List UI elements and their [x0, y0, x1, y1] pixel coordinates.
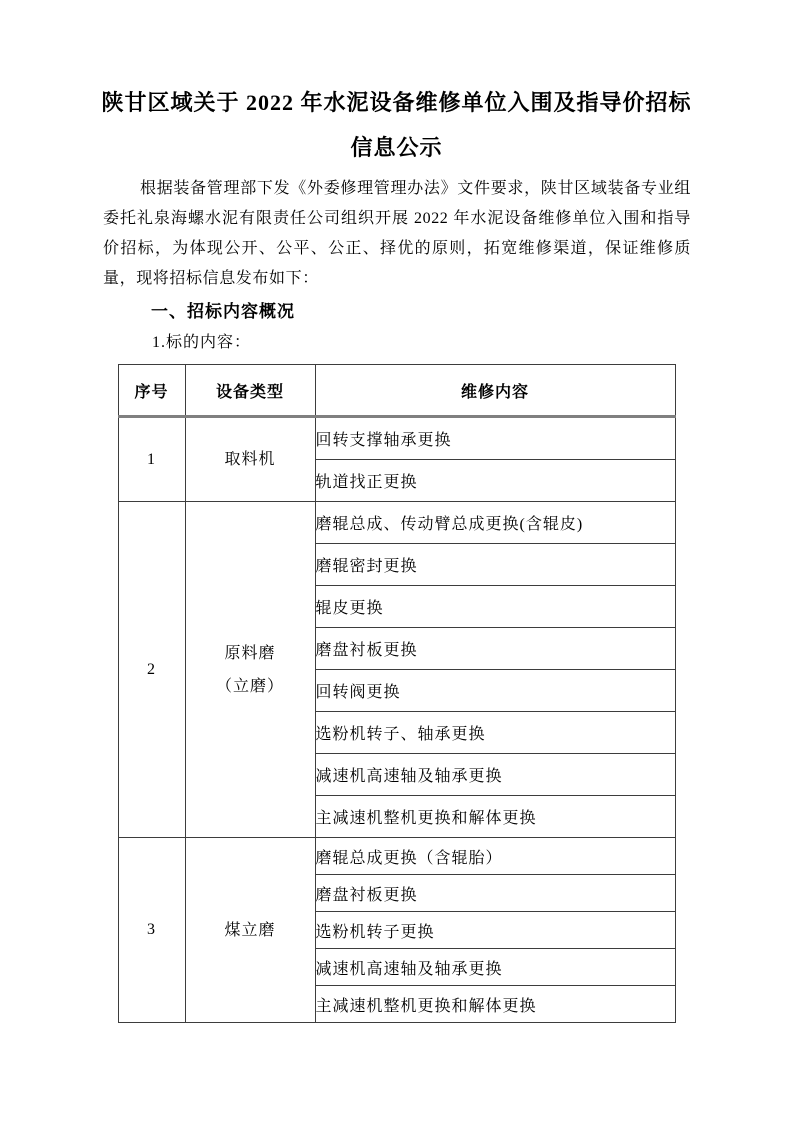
table-row [118, 417, 675, 460]
table-body [118, 417, 675, 1023]
document-title [55, 80, 738, 170]
table-header-row [118, 365, 675, 417]
tender-content-table [118, 364, 676, 1023]
repair-content-cell: 减速机高速轴及轴承更换 [315, 754, 675, 796]
equipment-type-line: 煤立磨 [224, 921, 276, 939]
subsection-label: 1.标的内容： [152, 334, 252, 351]
equipment-type-line: 原料磨 [224, 644, 276, 662]
repair-content-cell: 磨盘衬板更换 [315, 875, 675, 912]
column-header-repair-content: 维修内容 [315, 365, 675, 417]
equipment-type-cell [185, 417, 315, 502]
repair-content-cell: 回转阀更换 [315, 670, 675, 712]
column-header-serial: 序号 [118, 365, 185, 417]
serial-number-cell: 3 [118, 838, 185, 1023]
repair-content-cell: 轨道找正更换 [315, 460, 675, 502]
intro-paragraph: 根据装备管理部下发《外委修理管理办法》文件要求，陕甘区域装备专业组委托礼泉海螺水泥有限责任公司组织开展 2022 年水泥设备维修单位入围和指导价招标，为体现公开、公平、公正、择优的原则，拓宽维修渠道，保证维修质量，现将招标信息发布如下： [103, 180, 691, 287]
table-row [118, 502, 675, 544]
repair-content-cell: 回转支撑轴承更换 [315, 417, 675, 460]
section-heading: 一、招标内容概况 [151, 302, 295, 321]
equipment-type-line: 取料机 [224, 451, 276, 468]
repair-content-cell: 主减速机整机更换和解体更换 [315, 986, 675, 1023]
repair-content-cell: 减速机高速轴及轴承更换 [315, 949, 675, 986]
equipment-type-cell [185, 502, 315, 838]
title-line-2: 信息公示 [350, 135, 443, 160]
equipment-type-line: （立磨） [215, 677, 284, 695]
repair-content-cell: 选粉机转子更换 [315, 912, 675, 949]
repair-content-cell: 磨辊密封更换 [315, 544, 675, 586]
repair-content-cell: 选粉机转子、轴承更换 [315, 712, 675, 754]
column-header-equipment-type: 设备类型 [185, 365, 315, 417]
serial-number-cell: 2 [118, 502, 185, 838]
repair-content-cell: 主减速机整机更换和解体更换 [315, 796, 675, 838]
serial-number-cell: 1 [118, 417, 185, 502]
repair-content-cell: 磨辊总成更换（含辊胎） [315, 838, 675, 875]
repair-content-cell: 辊皮更换 [315, 586, 675, 628]
repair-content-cell: 磨辊总成、传动臂总成更换(含辊皮) [315, 502, 675, 544]
table-row [118, 838, 675, 875]
equipment-type-cell [185, 838, 315, 1023]
repair-content-cell: 磨盘衬板更换 [315, 628, 675, 670]
title-line-1: 陕甘区域关于 2022 年水泥设备维修单位入围及指导价招标 [101, 90, 692, 115]
